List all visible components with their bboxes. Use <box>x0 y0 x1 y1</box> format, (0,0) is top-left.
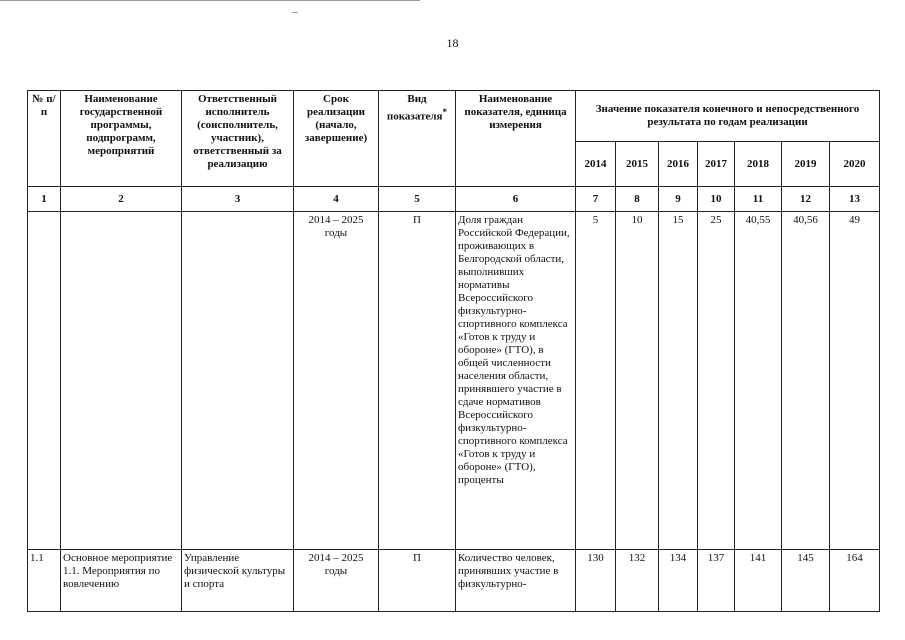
row-value: 40,56 <box>782 212 830 550</box>
column-number: 8 <box>616 187 659 212</box>
row-value: 49 <box>830 212 880 550</box>
column-number: 13 <box>830 187 880 212</box>
column-number: 10 <box>698 187 735 212</box>
header-row <box>28 91 880 142</box>
row-value: 10 <box>616 212 659 550</box>
header-year: 2014 <box>576 142 616 187</box>
row-value: 134 <box>659 550 698 612</box>
header-indicator-name: Наименование показателя, единица измерения <box>456 91 576 187</box>
column-number: 11 <box>735 187 782 212</box>
column-number: 5 <box>379 187 456 212</box>
row-indicator-type: П <box>379 212 456 550</box>
row-executor <box>182 212 294 550</box>
header-year: 2017 <box>698 142 735 187</box>
scan-artifact-line <box>292 12 298 13</box>
column-number: 2 <box>61 187 182 212</box>
row-indicator-name: Количество человек, принявших участие в физкультурно- <box>456 550 576 612</box>
row-value: 141 <box>735 550 782 612</box>
scan-artifact-line <box>0 0 420 1</box>
table-row <box>28 550 880 612</box>
row-value: 40,55 <box>735 212 782 550</box>
header-year: 2020 <box>830 142 880 187</box>
row-indicator-name: Доля граждан Российской Федерации, проживающих в Белгородской области, выполнивших нормативы Всероссийского физкультурно-спортивного комплекса «Готов к труду и обороне» (ГТО), в общей численности населения области, принявшего участие в сдаче нормативов Всероссийского физкультурно-спортивного комплекса «Готов к труду и обороне» (ГТО), проценты <box>456 212 576 550</box>
column-numbers-row <box>28 187 880 212</box>
row-value: 145 <box>782 550 830 612</box>
header-year: 2016 <box>659 142 698 187</box>
header-year: 2019 <box>782 142 830 187</box>
header-indicator-type: Вид показателя* <box>379 91 456 187</box>
column-number: 4 <box>294 187 379 212</box>
row-program-name <box>61 212 182 550</box>
program-indicators-table <box>27 90 880 612</box>
header-year: 2015 <box>616 142 659 187</box>
column-number: 6 <box>456 187 576 212</box>
row-number <box>28 212 61 550</box>
column-number: 9 <box>659 187 698 212</box>
row-value: 5 <box>576 212 616 550</box>
row-value: 164 <box>830 550 880 612</box>
header-year: 2018 <box>735 142 782 187</box>
header-number: № п/п <box>28 91 61 187</box>
row-term: 2014 – 2025 годы <box>294 212 379 550</box>
header-executor: Ответственный исполнитель (соисполнитель, участник), ответственный за реализацию <box>182 91 294 187</box>
row-value: 132 <box>616 550 659 612</box>
table-row <box>28 212 880 550</box>
footnote-mark: * <box>442 107 448 117</box>
header-values-group: Значение показателя конечного и непосредственного результата по годам реализации <box>576 91 880 142</box>
row-number: 1.1 <box>28 550 61 612</box>
row-value: 15 <box>659 212 698 550</box>
row-indicator-type: П <box>379 550 456 612</box>
row-executor: Управление физической культуры и спорта <box>182 550 294 612</box>
column-number: 1 <box>28 187 61 212</box>
row-term: 2014 – 2025 годы <box>294 550 379 612</box>
header-program-name: Наименование государственной программы, подпрограмм, мероприятий <box>61 91 182 187</box>
row-value: 25 <box>698 212 735 550</box>
row-value: 130 <box>576 550 616 612</box>
row-value: 137 <box>698 550 735 612</box>
column-number: 12 <box>782 187 830 212</box>
column-number: 7 <box>576 187 616 212</box>
header-term: Срок реализации (начало, завершение) <box>294 91 379 187</box>
column-number: 3 <box>182 187 294 212</box>
page-number: 18 <box>446 36 459 50</box>
row-program-name: Основное мероприятие 1.1. Мероприятия по вовлечению <box>61 550 182 612</box>
